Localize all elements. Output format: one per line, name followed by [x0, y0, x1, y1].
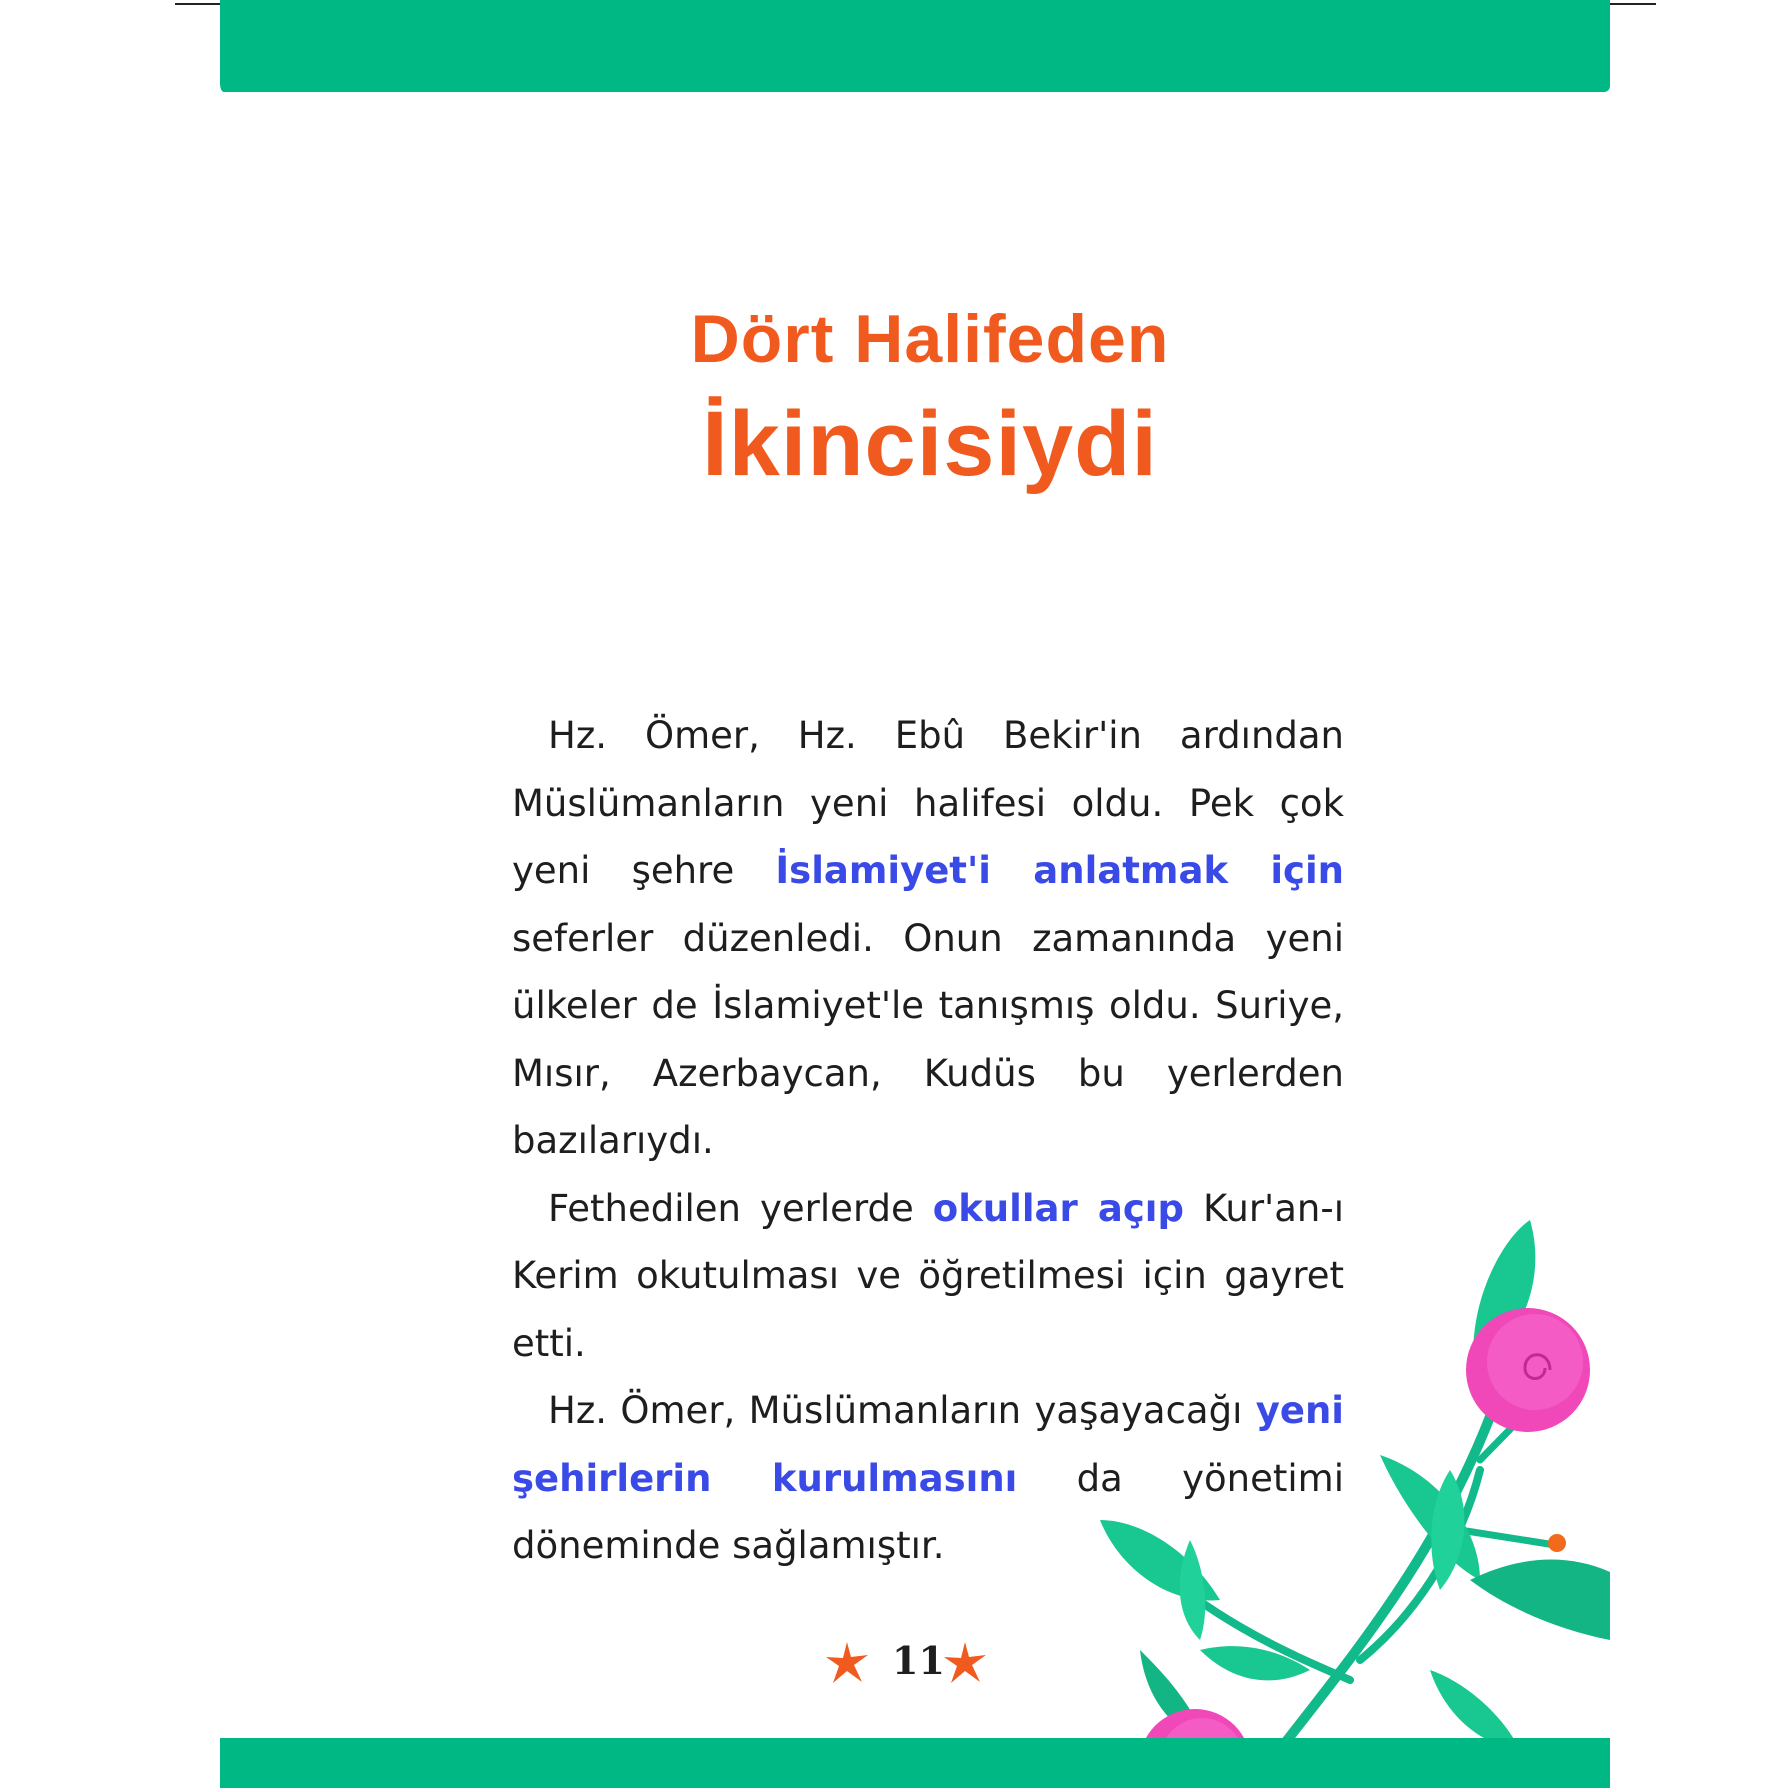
star-icon — [824, 1640, 870, 1686]
star-icon — [942, 1640, 988, 1686]
highlighted-phrase: yeni şehirlerin kurulmasını — [512, 1389, 1344, 1500]
text-run: Kur'an-ı Kerim okutulması ve öğretilmesi için gayret etti. — [512, 1186, 1344, 1365]
highlighted-phrase: İslamiyet'i anlatmak için — [775, 849, 1344, 892]
text-run: da yönetimi döneminde sağlamıştır. — [512, 1456, 1344, 1567]
page-footer — [820, 1632, 990, 1692]
chapter-title-line-1: Dört Halifeden — [690, 301, 1170, 377]
crop-mark-right — [1608, 3, 1656, 5]
chapter-title-line-2: İkincisiydi — [702, 393, 1158, 495]
paragraph-1 — [512, 702, 1344, 1175]
text-run: seferler düzenledi. Onun zamanında yeni ülkeler de İslamiyet'le tanışmış oldu. Suriye, Mısır, Azerbaycan, Kudüs bu yerlerden bazılarıydı. — [512, 916, 1344, 1162]
bottom-green-band — [220, 1738, 1610, 1788]
text-run: Hz. Ömer, Müslümanların yaşayacağı — [548, 1389, 1256, 1432]
text-run: Hz. Ömer, Hz. Ebû Bekir'in ardından Müslümanların yeni halifesi oldu. Pek çok yeni şehre — [512, 714, 1344, 892]
top-green-band — [220, 0, 1610, 92]
highlighted-phrase: okullar açıp — [932, 1186, 1184, 1230]
page-number: 11 — [892, 1638, 945, 1683]
flower-branch-illustration — [1080, 1200, 1610, 1788]
text-run: Fethedilen yerlerde — [548, 1186, 933, 1230]
crop-mark-left — [175, 3, 223, 5]
